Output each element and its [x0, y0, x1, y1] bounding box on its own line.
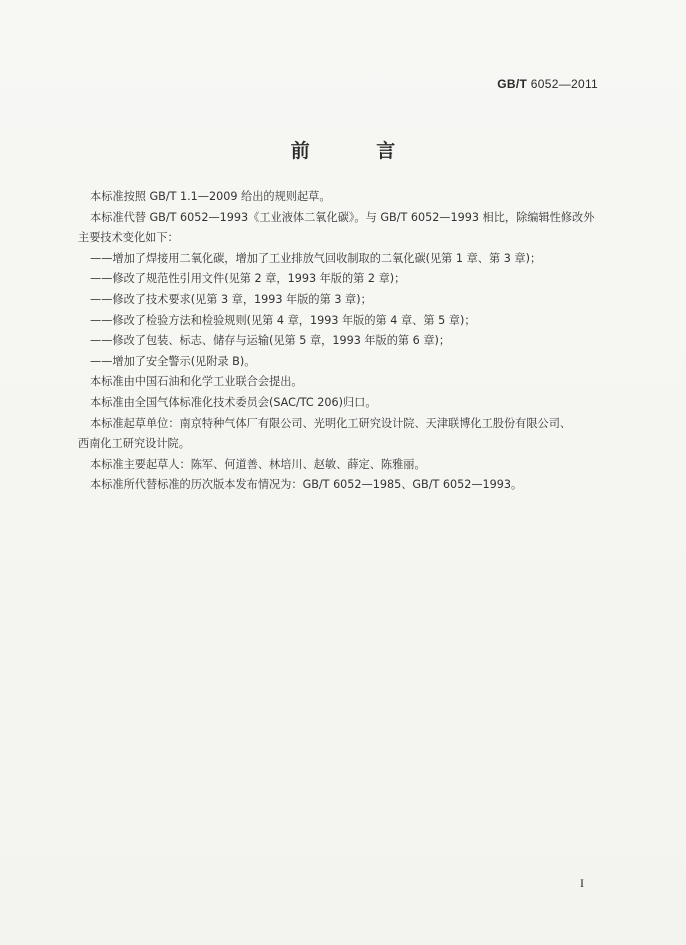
paragraph-technical-committee: 本标准由全国气体标准化技术委员会(SAC/TC 206)归口。 — [90, 395, 377, 409]
paragraph-drafting-rules: 本标准按照 GB/T 1.1—2009 给出的规则起草。 — [90, 190, 331, 203]
change-item: ——修改了检验方法和检验规则(见第 4 章，1993 年版的第 4 章、第 5 章)； — [90, 313, 476, 327]
paragraph-proposer: 本标准由中国石油和化学工业联合会提出。 — [90, 375, 303, 389]
standard-prefix: GB/T — [497, 77, 528, 91]
paragraph-replacement-continued: 主要技术变化如下： — [78, 231, 179, 245]
paragraph-replacement: 本标准代替 GB/T 6052—1993《工业液体二氧化碳》。与 GB/T 6052—1993 相比，除编辑性修改外 — [90, 210, 595, 224]
standard-code — [497, 77, 598, 91]
paragraph-drafting-units: 本标准起草单位：南京特种气体厂有限公司、光明化工研究设计院、天津联博化工股份有限公司、 — [90, 416, 572, 430]
page-number: I — [580, 876, 584, 890]
paragraph-drafters: 本标准主要起草人：陈军、何道善、林培川、赵敏、薛定、陈雅丽。 — [90, 457, 426, 471]
change-item: ——修改了包装、标志、储存与运输(见第 5 章，1993 年版的第 6 章)； — [90, 334, 451, 348]
change-item: ——增加了安全警示(见附录 B)。 — [90, 354, 256, 368]
standard-number: 6052—2011 — [530, 77, 598, 91]
change-item: ——修改了规范性引用文件(见第 2 章，1993 年版的第 2 章)； — [90, 272, 406, 286]
change-item: ——增加了焊接用二氧化碳，增加了工业排放气回收制取的二氧化碳(见第 1 章、第 3 章)； — [90, 251, 542, 265]
change-list — [90, 249, 610, 373]
paragraph-drafting-units-continued: 西南化工研究设计院。 — [78, 437, 190, 451]
foreword-body — [78, 187, 610, 496]
paragraph-previous-editions: 本标准所代替标准的历次版本发布情况为：GB/T 6052—1985、GB/T 6052—1993。 — [90, 478, 523, 492]
change-item: ——修改了技术要求(见第 3 章，1993 年版的第 3 章)； — [90, 292, 372, 306]
page-title: 前 言 — [290, 140, 426, 162]
